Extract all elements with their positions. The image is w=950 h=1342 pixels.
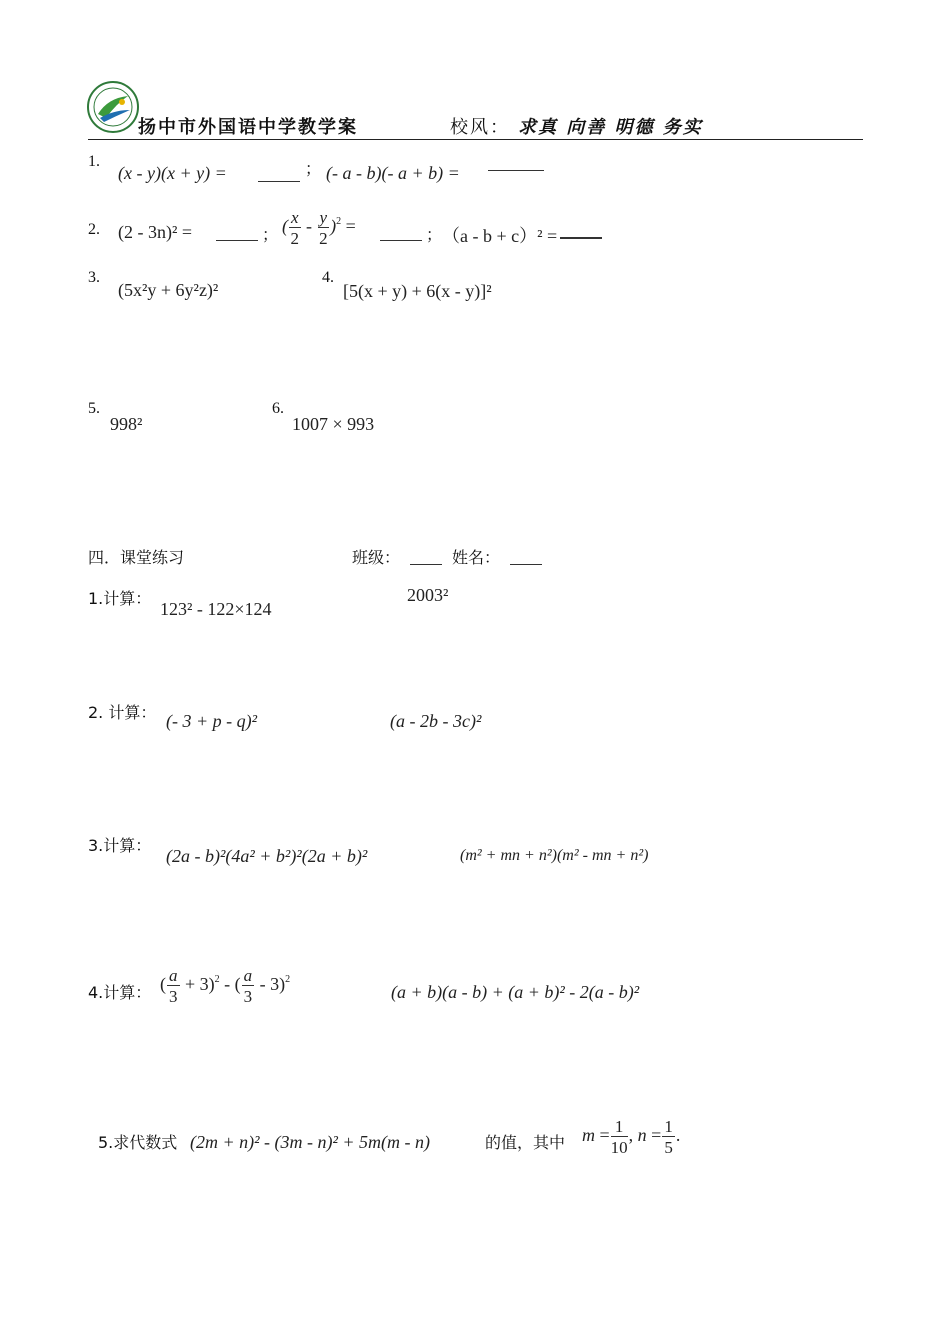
p3-expr-b: (m² + mn + n²)(m² - mn + n²) (460, 847, 649, 864)
school-title: 扬中市外国语中学教学案 (138, 117, 358, 138)
q2-separator-2: ； (426, 227, 443, 244)
q1-number: 1. (88, 153, 100, 170)
q6-expr: 1007 × 993 (292, 414, 375, 434)
p5-mid: 的值，其中 (485, 1133, 566, 1152)
q2-blank-c (560, 222, 602, 241)
p3-label: 3.计算： (88, 836, 152, 855)
p4-expr-b: (a + b)(a - b) + (a + b)² - 2(a - b)² (391, 982, 640, 1002)
q2-expr-c: （a - b + c）² = (442, 226, 558, 246)
q5-number: 5. (88, 400, 100, 417)
p1-label: 1.计算： (88, 589, 152, 608)
q4-number: 4. (322, 269, 334, 286)
q3-number: 3. (88, 269, 100, 286)
p1-expr-b: 2003² (407, 585, 449, 605)
q1-blank-a (258, 165, 300, 184)
school-logo (86, 80, 140, 134)
p2-expr-a: (- 3 + p - q)² (166, 711, 258, 731)
q2-expr-a: (2 - 3n)² = (118, 222, 193, 242)
q1-separator: ； (305, 161, 322, 178)
header-rule (88, 139, 863, 140)
p5-expr: (2m + n)² - (3m - n)² + 5m(m - n) (190, 1132, 431, 1152)
p2-expr-b: (a - 2b - 3c)² (390, 711, 482, 731)
q1-blank-b (488, 154, 544, 173)
p4-label: 4.计算： (88, 983, 152, 1002)
q1-expr-b: (- a - b)(- a + b) = (326, 163, 460, 183)
practice-title: 四．课堂练习 (88, 548, 185, 567)
q4-expr: [5(x + y) + 6(x - y)]² (343, 281, 492, 301)
motto: 求真 向善 明德 务实 (518, 117, 703, 138)
motto-label: 校风： (450, 117, 510, 138)
q2-number: 2. (88, 221, 100, 238)
p5-label: 5.求代数式 (98, 1133, 178, 1152)
q5-expr: 998² (110, 414, 143, 434)
p2-label: 2. 计算： (88, 703, 157, 722)
q6-number: 6. (272, 400, 284, 417)
q2-separator: ； (262, 227, 279, 244)
q2-blank-b (380, 224, 422, 243)
q2-blank-a (216, 224, 258, 243)
p5-condition: m = $\frac{1}{10}$ , n = $\frac{1}{5}$ . (582, 1117, 681, 1157)
p4-expr-a: ( $\frac{a}{3}$ + 3)$^2$ - ( $\frac{a}{3}$ - 3)$^2$ (160, 966, 291, 1006)
q3-expr: (5x²y + 6y²z)² (118, 280, 219, 300)
class-blank[interactable] (410, 548, 442, 567)
p3-expr-a: (2a - b)²(4a² + b²)²(2a + b)² (166, 846, 368, 866)
name-blank[interactable] (510, 548, 542, 567)
q1-expr-a: (x - y)(x + y) = (118, 163, 227, 183)
q2-expr-b: ( $\frac{x}{2}$ - $\frac{y}{2}$ )$^2$ = (282, 208, 356, 248)
name-label: 姓名： (452, 548, 501, 567)
class-label: 班级： (352, 548, 401, 567)
p1-expr-a: 123² - 122×124 (160, 599, 272, 619)
